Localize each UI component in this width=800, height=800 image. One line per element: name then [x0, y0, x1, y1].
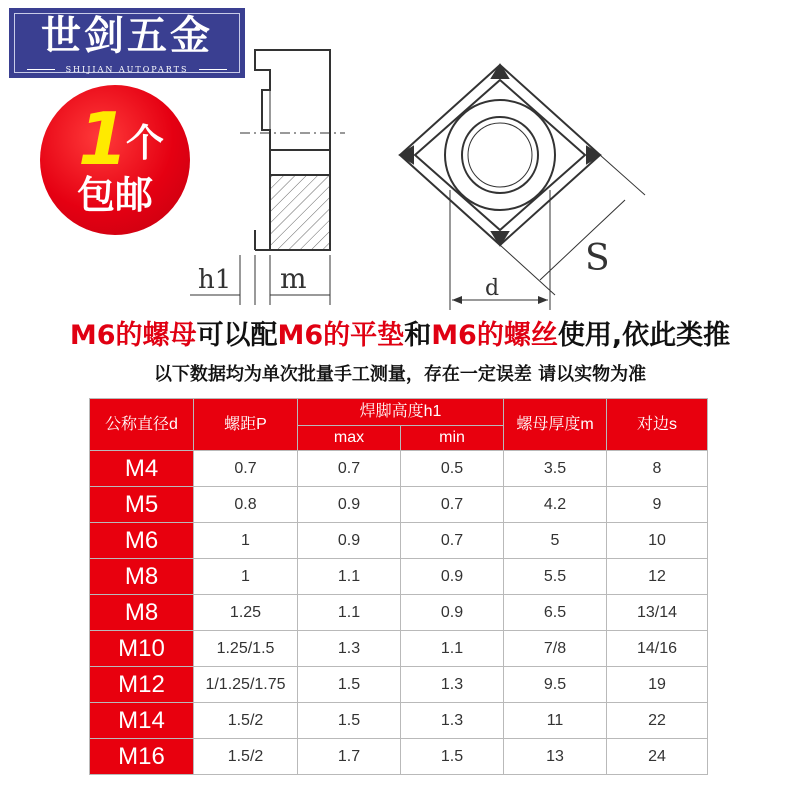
table-row: [90, 631, 708, 667]
cell-diameter: M8: [90, 595, 194, 631]
cell-weld-max: 1.5: [298, 703, 401, 739]
cell-thickness: 7/8: [504, 631, 607, 667]
weld-nut-technical-drawing: [180, 30, 660, 320]
cell-weld-max: 1.5: [298, 667, 401, 703]
cell-diameter: M6: [90, 523, 194, 559]
measurement-note: 以下数据均为单次批量手工测量，存在一定误差 请以实物为准: [153, 364, 647, 385]
cell-pitch: 0.7: [194, 451, 298, 487]
table-row: [90, 523, 708, 559]
cell-thickness: 13: [504, 739, 607, 775]
headline-part-5: M6的螺丝: [431, 320, 558, 351]
cell-thickness: 9.5: [504, 667, 607, 703]
table-row: [90, 559, 708, 595]
cell-across-flats: 22: [607, 703, 708, 739]
cell-across-flats: 9: [607, 487, 708, 523]
cell-weld-max: 1.1: [298, 559, 401, 595]
cell-across-flats: 14/16: [607, 631, 708, 667]
cell-pitch: 1.25: [194, 595, 298, 631]
cell-across-flats: 19: [607, 667, 708, 703]
cell-thickness: 3.5: [504, 451, 607, 487]
cell-pitch: 1.25/1.5: [194, 631, 298, 667]
headline-part-1: M6的螺母: [69, 320, 197, 351]
cell-across-flats: 8: [607, 451, 708, 487]
cell-weld-min: 0.9: [401, 595, 504, 631]
cell-pitch: 1/1.25/1.75: [194, 667, 298, 703]
header-across-flats: 对边s: [607, 399, 708, 451]
cell-thickness: 11: [504, 703, 607, 739]
badge-unit: 个: [126, 121, 165, 165]
cell-diameter: M5: [90, 487, 194, 523]
cell-diameter: M14: [90, 703, 194, 739]
headline-part-3: M6的平垫: [277, 320, 405, 351]
cell-weld-min: 0.5: [401, 451, 504, 487]
headline-part-6: 使用,依此类推: [557, 320, 731, 351]
cell-across-flats: 24: [607, 739, 708, 775]
label-m: m: [280, 262, 307, 295]
cell-pitch: 1: [194, 559, 298, 595]
table-row: [90, 703, 708, 739]
cell-pitch: 1: [194, 523, 298, 559]
cell-weld-max: 1.7: [298, 739, 401, 775]
badge-text: 包邮: [76, 173, 153, 217]
cell-across-flats: 13/14: [607, 595, 708, 631]
table-row: [90, 487, 708, 523]
cell-weld-min: 0.9: [401, 559, 504, 595]
cell-diameter: M8: [90, 559, 194, 595]
table-row: [90, 739, 708, 775]
cell-thickness: 4.2: [504, 487, 607, 523]
free-shipping-badge: [40, 85, 190, 235]
headline-part-4: 和: [404, 320, 432, 351]
spec-table: [89, 398, 708, 775]
cell-weld-max: 0.9: [298, 523, 401, 559]
cell-weld-max: 1.3: [298, 631, 401, 667]
cell-across-flats: 10: [607, 523, 708, 559]
table-row: [90, 595, 708, 631]
cell-weld-min: 0.7: [401, 523, 504, 559]
compatibility-headline: [0, 318, 800, 354]
header-diameter: 公称直径d: [90, 399, 194, 451]
header-thickness: 螺母厚度m: [504, 399, 607, 451]
cell-pitch: 1.5/2: [194, 739, 298, 775]
cell-weld-min: 1.1: [401, 631, 504, 667]
cell-weld-min: 1.3: [401, 667, 504, 703]
label-h1: h1: [198, 265, 232, 295]
header-weld-height: 焊脚高度h1: [298, 399, 504, 426]
headline-part-2: 可以配: [196, 320, 278, 351]
cell-thickness: 5.5: [504, 559, 607, 595]
cell-diameter: M12: [90, 667, 194, 703]
cell-weld-max: 0.9: [298, 487, 401, 523]
table-row: [90, 451, 708, 487]
cell-pitch: 1.5/2: [194, 703, 298, 739]
cell-diameter: M16: [90, 739, 194, 775]
cell-diameter: M10: [90, 631, 194, 667]
label-s: S: [585, 238, 610, 279]
header-min: min: [401, 426, 504, 451]
cell-weld-max: 1.1: [298, 595, 401, 631]
header-max: max: [298, 426, 401, 451]
logo-title: 世剑五金: [41, 13, 213, 59]
cell-weld-min: 0.7: [401, 487, 504, 523]
label-d: d: [485, 276, 500, 301]
cell-diameter: M4: [90, 451, 194, 487]
cell-weld-max: 0.7: [298, 451, 401, 487]
cell-pitch: 0.8: [194, 487, 298, 523]
cell-across-flats: 12: [607, 559, 708, 595]
cell-thickness: 5: [504, 523, 607, 559]
table-row: [90, 667, 708, 703]
badge-number: 1: [78, 97, 129, 181]
logo-subtitle: SHIJIAN AUTOPARTS: [65, 65, 189, 74]
cell-thickness: 6.5: [504, 595, 607, 631]
header-pitch: 螺距P: [194, 399, 298, 451]
cell-weld-min: 1.5: [401, 739, 504, 775]
cell-weld-min: 1.3: [401, 703, 504, 739]
